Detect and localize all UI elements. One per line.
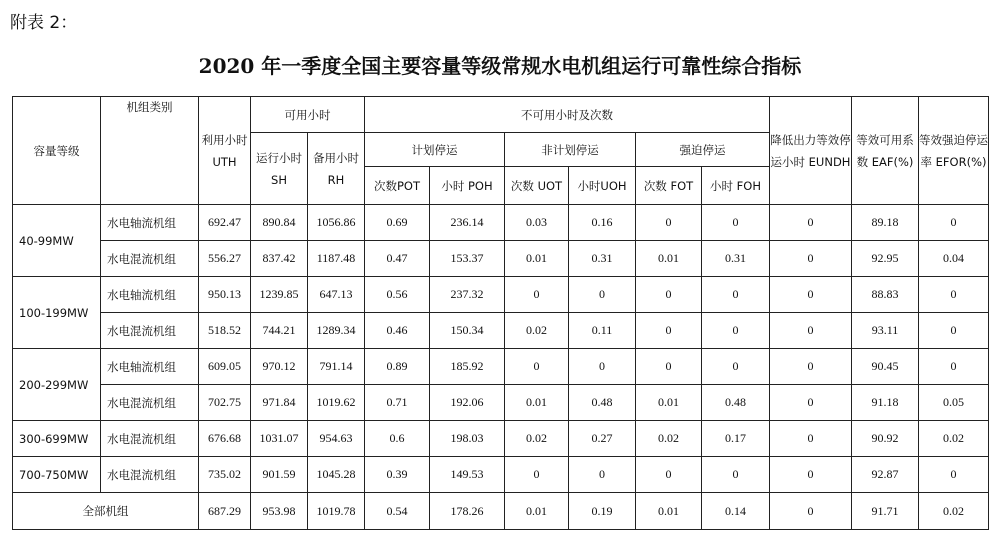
- uot-cell: 0.02: [505, 421, 569, 457]
- header-rh: 备用小时 RH: [308, 133, 365, 205]
- efor-cell: 0: [919, 205, 989, 241]
- efor-cell: 0: [919, 349, 989, 385]
- eundh-cell: 0: [770, 385, 852, 421]
- header-capacity-level: 容量等级: [13, 97, 101, 205]
- total-eaf-cell: 91.71: [852, 493, 919, 530]
- foh-cell: 0: [702, 205, 770, 241]
- eaf-cell: 92.87: [852, 457, 919, 493]
- reliability-table: [12, 96, 989, 530]
- header-efor: 等效强迫停运率 EFOR(%): [919, 97, 989, 205]
- header-unit-type: 机组类别: [101, 97, 199, 205]
- poh-cell: 149.53: [430, 457, 505, 493]
- poh-cell: 237.32: [430, 277, 505, 313]
- total-poh-cell: 178.26: [430, 493, 505, 530]
- header-eundh: 降低出力等效停运小时 EUNDH: [770, 97, 852, 205]
- efor-cell: 0: [919, 457, 989, 493]
- foh-cell: 0.31: [702, 241, 770, 277]
- rh-cell: 791.14: [308, 349, 365, 385]
- eaf-cell: 91.18: [852, 385, 919, 421]
- fot-cell: 0.01: [636, 241, 702, 277]
- header-fot: 次数 FOT: [636, 167, 702, 205]
- unit-type-cell: 水电混流机组: [101, 385, 199, 421]
- table-row: [13, 349, 989, 385]
- uoh-cell: 0.11: [569, 313, 636, 349]
- rh-cell: 1056.86: [308, 205, 365, 241]
- total-rh-cell: 1019.78: [308, 493, 365, 530]
- total-eundh-cell: 0: [770, 493, 852, 530]
- header-eaf: 等效可用系数 EAF(%): [852, 97, 919, 205]
- total-uth-cell: 687.29: [199, 493, 251, 530]
- eundh-cell: 0: [770, 241, 852, 277]
- fot-cell: 0.01: [636, 385, 702, 421]
- foh-cell: 0.17: [702, 421, 770, 457]
- efor-cell: 0.05: [919, 385, 989, 421]
- efor-cell: 0.04: [919, 241, 989, 277]
- poh-cell: 185.92: [430, 349, 505, 385]
- uot-cell: 0: [505, 277, 569, 313]
- pot-cell: 0.71: [365, 385, 430, 421]
- unit-type-cell: 水电混流机组: [101, 457, 199, 493]
- sh-cell: 901.59: [251, 457, 308, 493]
- rh-cell: 1187.48: [308, 241, 365, 277]
- uoh-cell: 0: [569, 277, 636, 313]
- unit-type-cell: 水电混流机组: [101, 313, 199, 349]
- poh-cell: 150.34: [430, 313, 505, 349]
- header-forced: 强迫停运: [636, 133, 770, 167]
- efor-cell: 0.02: [919, 421, 989, 457]
- sh-cell: 890.84: [251, 205, 308, 241]
- efor-cell: 0: [919, 277, 989, 313]
- total-row: [13, 493, 989, 530]
- eaf-cell: 93.11: [852, 313, 919, 349]
- rh-cell: 1019.62: [308, 385, 365, 421]
- poh-cell: 198.03: [430, 421, 505, 457]
- uoh-cell: 0.31: [569, 241, 636, 277]
- pot-cell: 0.6: [365, 421, 430, 457]
- table-row: [13, 205, 989, 241]
- rh-cell: 1289.34: [308, 313, 365, 349]
- fot-cell: 0: [636, 313, 702, 349]
- header-available-hours: 可用小时: [251, 97, 365, 133]
- uoh-cell: 0.27: [569, 421, 636, 457]
- eaf-cell: 90.45: [852, 349, 919, 385]
- eundh-cell: 0: [770, 313, 852, 349]
- table-row: [13, 457, 989, 493]
- uth-cell: 556.27: [199, 241, 251, 277]
- capacity-level-cell: 100-199MW: [13, 277, 101, 349]
- fot-cell: 0.02: [636, 421, 702, 457]
- total-fot-cell: 0.01: [636, 493, 702, 530]
- table-row: [13, 277, 989, 313]
- total-uoh-cell: 0.19: [569, 493, 636, 530]
- appendix-label: 附表 2：: [10, 13, 78, 33]
- capacity-level-cell: 300-699MW: [13, 421, 101, 457]
- sh-cell: 1239.85: [251, 277, 308, 313]
- page-title: 2020 年一季度全国主要容量等级常规水电机组运行可靠性综合指标: [198, 54, 802, 78]
- uth-cell: 692.47: [199, 205, 251, 241]
- header-sh: 运行小时 SH: [251, 133, 308, 205]
- table-row: [13, 241, 989, 277]
- uth-cell: 950.13: [199, 277, 251, 313]
- capacity-level-cell: 200-299MW: [13, 349, 101, 421]
- sh-cell: 971.84: [251, 385, 308, 421]
- capacity-level-cell: 700-750MW: [13, 457, 101, 493]
- fot-cell: 0: [636, 205, 702, 241]
- pot-cell: 0.47: [365, 241, 430, 277]
- uot-cell: 0.01: [505, 241, 569, 277]
- eundh-cell: 0: [770, 457, 852, 493]
- uth-cell: 609.05: [199, 349, 251, 385]
- header-unplanned: 非计划停运: [505, 133, 636, 167]
- foh-cell: 0: [702, 277, 770, 313]
- sh-cell: 970.12: [251, 349, 308, 385]
- sh-cell: 744.21: [251, 313, 308, 349]
- total-efor-cell: 0.02: [919, 493, 989, 530]
- eaf-cell: 92.95: [852, 241, 919, 277]
- foh-cell: 0.48: [702, 385, 770, 421]
- uth-cell: 676.68: [199, 421, 251, 457]
- uot-cell: 0: [505, 349, 569, 385]
- eaf-cell: 88.83: [852, 277, 919, 313]
- rh-cell: 954.63: [308, 421, 365, 457]
- eundh-cell: 0: [770, 205, 852, 241]
- rh-cell: 647.13: [308, 277, 365, 313]
- sh-cell: 837.42: [251, 241, 308, 277]
- pot-cell: 0.89: [365, 349, 430, 385]
- uoh-cell: 0.16: [569, 205, 636, 241]
- foh-cell: 0: [702, 349, 770, 385]
- eundh-cell: 0: [770, 421, 852, 457]
- pot-cell: 0.39: [365, 457, 430, 493]
- fot-cell: 0: [636, 277, 702, 313]
- header-uot: 次数 UOT: [505, 167, 569, 205]
- efor-cell: 0: [919, 313, 989, 349]
- uoh-cell: 0: [569, 457, 636, 493]
- table-row: [13, 313, 989, 349]
- foh-cell: 0: [702, 313, 770, 349]
- uot-cell: 0.02: [505, 313, 569, 349]
- header-unavailable: 不可用小时及次数: [365, 97, 770, 133]
- table-row: [13, 385, 989, 421]
- eaf-cell: 89.18: [852, 205, 919, 241]
- capacity-level-cell: 40-99MW: [13, 205, 101, 277]
- pot-cell: 0.46: [365, 313, 430, 349]
- fot-cell: 0: [636, 457, 702, 493]
- uot-cell: 0.01: [505, 385, 569, 421]
- total-pot-cell: 0.54: [365, 493, 430, 530]
- uot-cell: 0: [505, 457, 569, 493]
- header-pot: 次数POT: [365, 167, 430, 205]
- foh-cell: 0: [702, 457, 770, 493]
- eundh-cell: 0: [770, 349, 852, 385]
- uth-cell: 518.52: [199, 313, 251, 349]
- total-uot-cell: 0.01: [505, 493, 569, 530]
- sh-cell: 1031.07: [251, 421, 308, 457]
- pot-cell: 0.56: [365, 277, 430, 313]
- header-uth: 利用小时 UTH: [199, 97, 251, 205]
- fot-cell: 0: [636, 349, 702, 385]
- table-row: [13, 421, 989, 457]
- uth-cell: 735.02: [199, 457, 251, 493]
- rh-cell: 1045.28: [308, 457, 365, 493]
- uoh-cell: 0: [569, 349, 636, 385]
- uth-cell: 702.75: [199, 385, 251, 421]
- header-uoh: 小时UOH: [569, 167, 636, 205]
- poh-cell: 153.37: [430, 241, 505, 277]
- total-sh-cell: 953.98: [251, 493, 308, 530]
- eaf-cell: 90.92: [852, 421, 919, 457]
- poh-cell: 192.06: [430, 385, 505, 421]
- uoh-cell: 0.48: [569, 385, 636, 421]
- total-label: 全部机组: [13, 493, 199, 530]
- eundh-cell: 0: [770, 277, 852, 313]
- header-poh: 小时 POH: [430, 167, 505, 205]
- total-foh-cell: 0.14: [702, 493, 770, 530]
- uot-cell: 0.03: [505, 205, 569, 241]
- unit-type-cell: 水电轴流机组: [101, 205, 199, 241]
- unit-type-cell: 水电轴流机组: [101, 349, 199, 385]
- unit-type-cell: 水电混流机组: [101, 241, 199, 277]
- pot-cell: 0.69: [365, 205, 430, 241]
- unit-type-cell: 水电轴流机组: [101, 277, 199, 313]
- poh-cell: 236.14: [430, 205, 505, 241]
- header-planned: 计划停运: [365, 133, 505, 167]
- unit-type-cell: 水电混流机组: [101, 421, 199, 457]
- header-foh: 小时 FOH: [702, 167, 770, 205]
